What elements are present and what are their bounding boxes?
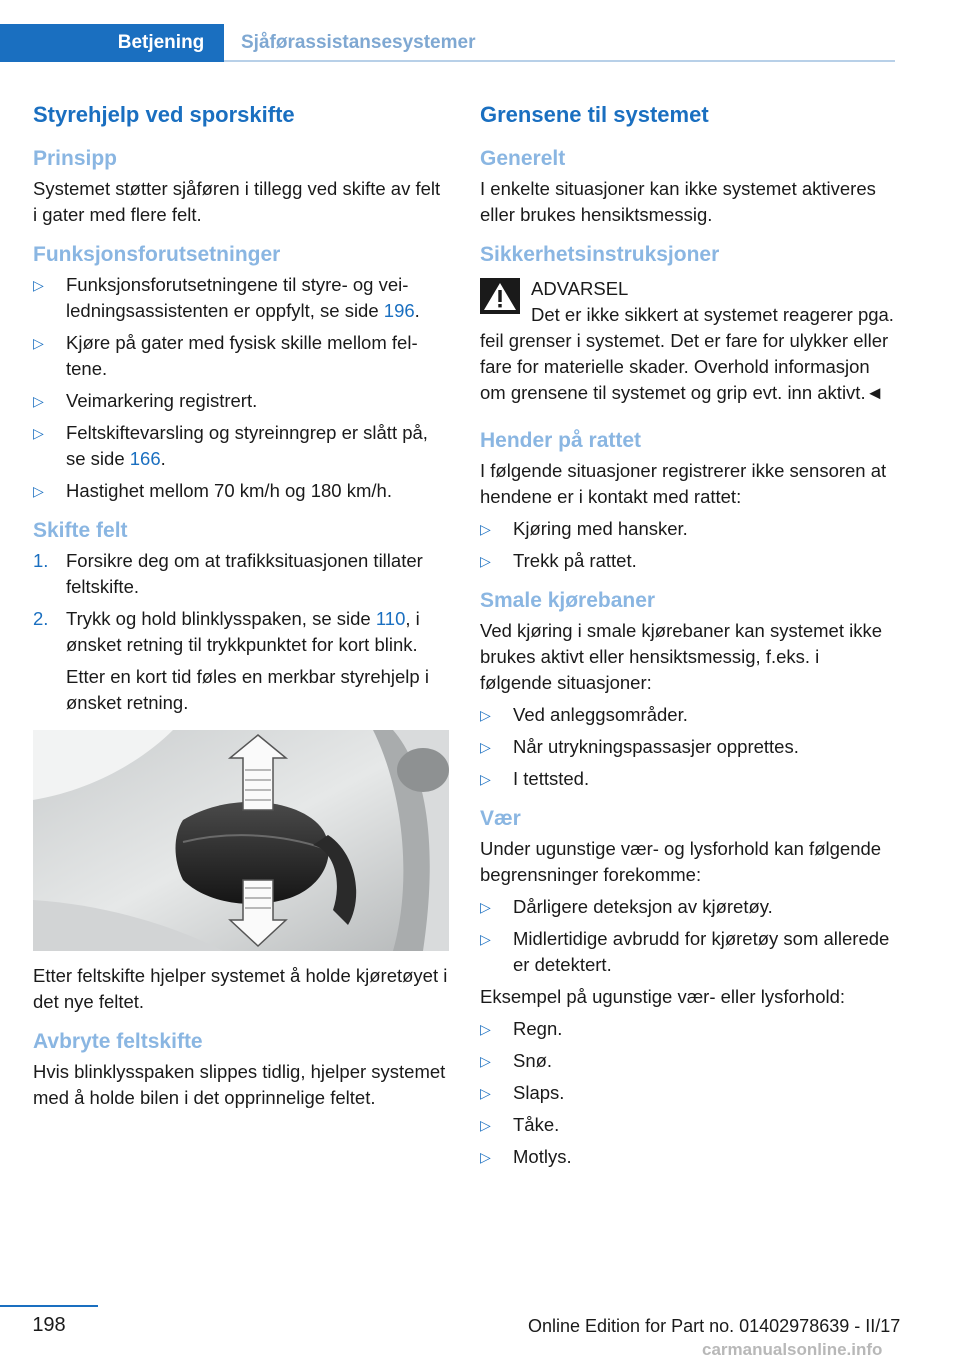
list-item: [33, 388, 449, 414]
warning-box: [480, 276, 896, 302]
triangle-bullet-icon: ▷: [480, 1117, 491, 1133]
item-text: I tettsted.: [513, 768, 590, 789]
triangle-bullet-icon: ▷: [480, 771, 491, 787]
item-text: Trekk på rattet.: [513, 550, 637, 571]
list-item: [480, 926, 896, 978]
heading-generelt: Generelt: [480, 147, 566, 170]
list-vaer-begrensninger: [480, 894, 896, 978]
item-text-end: , i ønsket retning til trykkpunktet for kort blink.: [66, 608, 420, 655]
list-item: [33, 606, 449, 658]
list-item: [33, 272, 449, 324]
heading-skifte-felt: Skifte felt: [33, 519, 128, 542]
section-title-styrehjelp: Styrehjelp ved sporskifte: [33, 102, 295, 127]
triangle-bullet-icon: ▷: [480, 553, 491, 569]
item-text-end: .: [160, 448, 166, 469]
list-item: [480, 734, 896, 760]
list-item: [33, 420, 449, 472]
text-vaer: Under ugunstige vær- og lysforhold kan følgende begrensninger forekomme:: [480, 838, 882, 885]
list-item: [480, 1016, 896, 1042]
triangle-bullet-icon: ▷: [480, 707, 491, 723]
item-text: Ved anleggsområder.: [513, 704, 688, 725]
text-after-photo: Etter feltskifte hjelper systemet å holde kjøretøyet i det nye feltet.: [33, 965, 448, 1012]
list-forutsetninger: [33, 272, 449, 504]
list-item: [480, 1112, 896, 1138]
footer-edition: Online Edition for Part no. 01402978639 - II/17: [528, 1316, 901, 1336]
item-text: Midlertidige avbrudd for kjøretøy som allerede er detektert.: [513, 928, 890, 975]
text-step2-continued: Etter en kort tid føles en merkbar styrehjelp i ønsket retning.: [66, 666, 429, 713]
triangle-bullet-icon: ▷: [33, 335, 44, 351]
triangle-bullet-icon: ▷: [480, 1053, 491, 1069]
item-text: Forsikre deg om at trafikksituasjonen tillater feltskifte.: [66, 550, 423, 597]
heading-prinsipp: Prinsipp: [33, 147, 118, 170]
heading-smale-kjorebaner: Smale kjørebaner: [480, 589, 656, 612]
item-text: Motlys.: [513, 1146, 572, 1167]
item-text: Hastighet mellom 70 km/h og 180 km/h.: [66, 480, 392, 501]
item-text: Funksjonsforutsetningene til styre- og veiledningsassistenten er oppfylt, se side: [66, 274, 409, 321]
triangle-bullet-icon: ▷: [33, 425, 44, 441]
list-item: [33, 478, 449, 504]
heading-avbryte-feltskifte: Avbryte feltskifte: [33, 1030, 203, 1053]
step-number: 2.: [33, 608, 49, 629]
list-smale: [480, 702, 896, 792]
item-text: Snø.: [513, 1050, 553, 1071]
triangle-bullet-icon: ▷: [480, 899, 491, 915]
tab-betjening[interactable]: Betjening: [98, 24, 224, 62]
list-item: [480, 516, 896, 542]
triangle-bullet-icon: ▷: [480, 931, 491, 947]
heading-hender-pa-rattet: Hender på rattet: [480, 429, 642, 452]
warning-title: ADVARSEL: [531, 278, 629, 299]
list-item: [480, 766, 896, 792]
item-text: Tåke.: [513, 1114, 560, 1135]
list-item: [480, 1048, 896, 1074]
watermark: carmanualsonline.info: [702, 1340, 883, 1359]
section-title-grensene: Grensene til systemet: [480, 102, 709, 127]
warning-triangle-icon: [480, 278, 520, 314]
item-text: Trykk og hold blinklysspaken, se side: [66, 608, 376, 629]
triangle-bullet-icon: ▷: [480, 1085, 491, 1101]
turn-signal-lever-illustration: [33, 730, 449, 951]
item-text: Slaps.: [513, 1082, 565, 1103]
header-color-block: [0, 24, 98, 62]
triangle-bullet-icon: ▷: [480, 739, 491, 755]
triangle-bullet-icon: ▷: [480, 1149, 491, 1165]
item-text-end: .: [414, 300, 420, 321]
triangle-bullet-icon: ▷: [33, 277, 44, 293]
header-tabbar: [0, 24, 895, 62]
text-generelt: I enkelte situasjoner kan ikke systemet aktiveres eller brukes hensiktsmessig.: [480, 178, 876, 225]
warning-text: Det er ikke sikkert at systemet reagerer pga. feil grenser i systemet. Det er fare for ulykker eller fare for materielle skader. Overhold informasjon om grensene til systemet og grip evt. inn aktivt.◄: [480, 304, 894, 403]
page-number: 198: [32, 1314, 66, 1336]
item-text: Kjøre på gater med fysisk skille mellom feltene.: [66, 332, 418, 379]
text-hender: I følgende situasjoner registrerer ikke sensoren at hendene er i kontakt med rattet:: [480, 460, 887, 507]
list-item: [480, 1080, 896, 1106]
item-text: Når utrykningspassasjer opprettes.: [513, 736, 799, 757]
item-text: Regn.: [513, 1018, 563, 1039]
left-column: [33, 98, 449, 1117]
triangle-bullet-icon: ▷: [480, 521, 491, 537]
item-text: Dårligere deteksjon av kjøretøy.: [513, 896, 773, 917]
triangle-bullet-icon: ▷: [33, 483, 44, 499]
item-text: Veimarkering registrert.: [66, 390, 258, 411]
list-hender: [480, 516, 896, 574]
item-text: Kjøring med hansker.: [513, 518, 688, 539]
list-item: [480, 1144, 896, 1170]
heading-sikkerhetsinstruksjoner: Sikkerhetsinstruksjoner: [480, 243, 720, 266]
right-column: [480, 98, 896, 1176]
triangle-bullet-icon: ▷: [480, 1021, 491, 1037]
page-link-166[interactable]: 166: [129, 448, 161, 469]
list-item: [480, 702, 896, 728]
tab-sjaforassistansesystemer[interactable]: Sjåførassistansesystemer: [241, 32, 476, 53]
page-link-110[interactable]: 110: [375, 608, 406, 629]
triangle-bullet-icon: ▷: [33, 393, 44, 409]
list-item: [480, 548, 896, 574]
header-rule: [224, 60, 895, 62]
list-item: [33, 330, 449, 382]
text-vaer-eksempel: Eksempel på ugunstige vær- eller lysforhold:: [480, 986, 846, 1007]
text-avbryte: Hvis blinklysspaken slippes tidlig, hjelper systemet med å holde bilen i det opprinnelige feltet.: [33, 1061, 446, 1108]
text-prinsipp: Systemet støtter sjåføren i tillegg ved skifte av felt i gater med flere felt.: [33, 178, 441, 225]
step-number: 1.: [33, 550, 49, 571]
page-link-196[interactable]: 196: [383, 300, 415, 321]
heading-funksjonsforutsetninger: Funksjonsforutsetninger: [33, 243, 281, 266]
page-number-rule: [0, 1305, 98, 1307]
text-smale: Ved kjøring i smale kjørebaner kan systemet ikke brukes aktivt eller hensiktsmessig, f.eks. i følgende situasjoner:: [480, 620, 883, 693]
item-text: Feltskiftevarsling og styreinngrep er slått på, se side: [66, 422, 428, 469]
heading-vaer: Vær: [480, 807, 521, 830]
list-item: [33, 548, 449, 600]
list-vaer-eksempler: [480, 1016, 896, 1170]
list-skifte-steps: [33, 548, 449, 658]
list-item: [480, 894, 896, 920]
